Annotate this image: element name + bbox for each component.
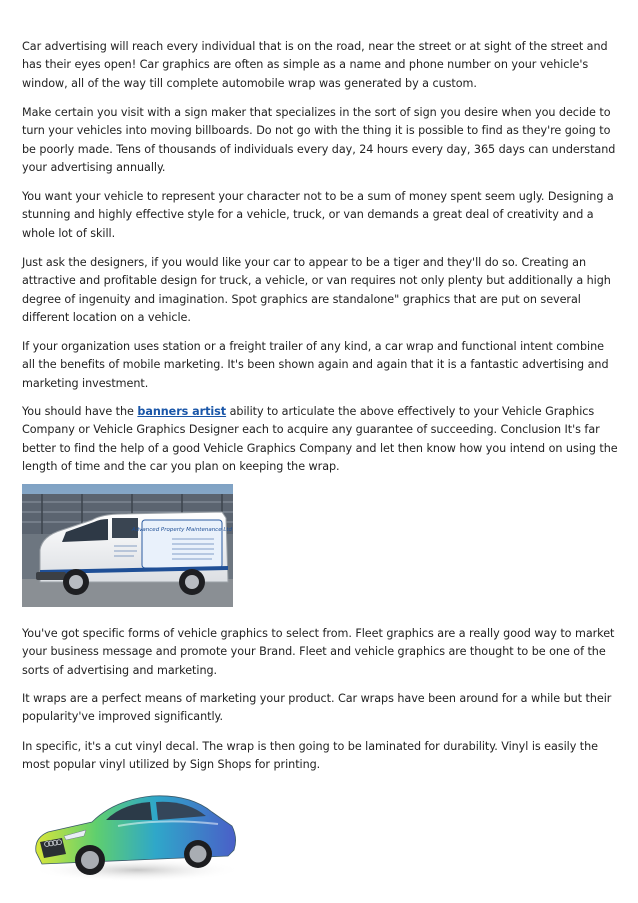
paragraph-8: It wraps are a perfect means of marketing your product. Car wraps have been around for a while but their popularity've improved significantly. [22,692,612,724]
wrapped-car-photo [22,782,242,884]
van-photo [22,484,233,607]
paragraph-6-start: You should have the [22,405,138,418]
paragraph-5: If your organization uses station or a freight trailer of any kind, a car wrap and functional intent combine all the benefits of mobile marketing. It's been shown again and again that it is a fantastic advertising and marketing investment. [22,340,609,390]
paragraph-6-end: ability to articulate the above effectively to your Vehicle Graphics Company or Vehicle Graphics Designer each to acquire any guarantee of succeeding. Conclusion It's far better to find the help of a good Vehicle Graphics Company and let then know how you intend on using the length of time and the car you plan on keeping the wrap. [22,405,618,474]
paragraph-4: Just ask the designers, if you would like your car to appear to be a tiger and they'll do so. Creating an attractive and profitable design for truck, a vehicle, or van requires not only plenty but additionally a high degree of ingenuity and imagination. Spot graphics are standalone" graphics that are put on several different location on a vehicle. [22,256,611,325]
banners-artist-link[interactable]: banners artist [137,405,227,418]
paragraph-1: Car advertising will reach every individual that is on the road, near the street or at sight of the street and has their eyes open! Car graphics are often as simple as a name and phone number on your vehicle's window, all of the way till complete automobile wrap was generated by a custom. [22,40,608,90]
paragraph-7: You've got specific forms of vehicle graphics to select from. Fleet graphics are a really good way to market your business message and promote your Brand. Fleet and vehicle graphics are thought to be one of the sorts of advertising and marketing. [22,627,615,677]
paragraph-6 [22,403,620,477]
paragraph-9: In specific, it's a cut vinyl decal. The wrap is then going to be laminated for durability. Vinyl is easily the most popular vinyl utilized by Sign Shops for printing. [22,740,598,772]
paragraph-2: Make certain you visit with a sign maker that specializes in the sort of sign you desire when you decide to turn your vehicles into moving billboards. Do not go with the thing it is possible to find as they're going to be poorly made. Tens of thousands of individuals every day, 24 hours every day, 365 days can understand your advertising annually. [22,106,616,175]
paragraph-3: You want your vehicle to represent your character not to be a sum of money spent seem ugly. Designing a stunning and highly effective style for a vehicle, truck, or van demands a great deal of creativity and a whole lot of skill. [22,190,614,240]
van-decal-title: Advanced Property Maintenance Ltd [131,527,233,533]
